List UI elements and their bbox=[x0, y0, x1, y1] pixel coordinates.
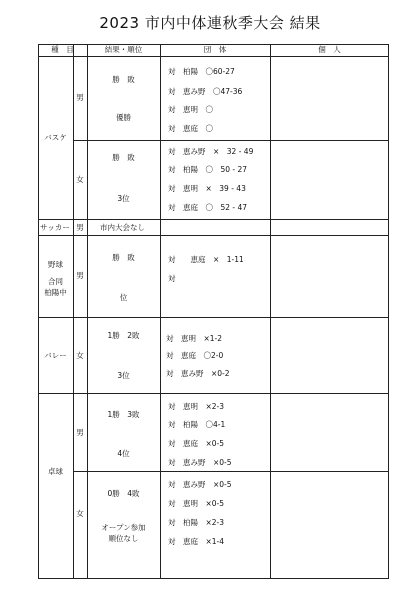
header-event: 種 目 bbox=[51, 45, 74, 54]
team-match: 対 恵み野 ×0-5 bbox=[168, 458, 232, 467]
result-note: 市内大会なし bbox=[100, 223, 145, 232]
team-match: 対 柏陽 ×2-3 bbox=[168, 518, 225, 527]
team-match: 対 恵み野 ×0-2 bbox=[166, 369, 230, 378]
win-loss-record: 1勝 2敗 bbox=[107, 331, 140, 340]
page-title: 2023 市内中体連秋季大会 結果 bbox=[99, 14, 321, 32]
placement: 3位 bbox=[117, 194, 130, 203]
team-match: 対 恵庭 〇 bbox=[168, 124, 213, 133]
combined-team-school: 柏陽中 bbox=[44, 288, 67, 297]
team-match: 対 恵み野 × 32 - 49 bbox=[168, 147, 254, 156]
placement: 位 bbox=[119, 293, 128, 302]
team-match: 対 柏陽 〇4-1 bbox=[168, 420, 226, 429]
gender-girls: 女 bbox=[76, 351, 84, 360]
placement-note: オープン参加 bbox=[101, 523, 146, 532]
team-match: 対 恵明 ×0-5 bbox=[168, 499, 225, 508]
combined-team-note: 合同 bbox=[48, 277, 63, 286]
win-loss-record: 勝 敗 bbox=[112, 75, 135, 84]
gender-boys: 男 bbox=[76, 271, 84, 280]
row-divider bbox=[38, 219, 389, 220]
gender-girls: 女 bbox=[76, 509, 84, 518]
col-divider bbox=[87, 44, 88, 579]
team-match: 対 恵庭 ×1-4 bbox=[168, 537, 225, 546]
header-result: 結果・順位 bbox=[104, 45, 143, 54]
row-divider bbox=[38, 317, 389, 318]
sport-basketball: バスケ bbox=[44, 133, 67, 142]
team-match: 対 恵み野 〇47-36 bbox=[168, 87, 243, 96]
col-divider bbox=[270, 44, 271, 579]
placement: 優勝 bbox=[116, 113, 131, 122]
team-match: 対 柏陽 〇60-27 bbox=[168, 67, 235, 76]
team-match: 対 恵明 ×1-2 bbox=[166, 334, 223, 343]
row-divider bbox=[38, 393, 389, 394]
team-match: 対 恵庭 ×0-5 bbox=[168, 439, 225, 448]
win-loss-record: 勝 敗 bbox=[112, 153, 135, 162]
team-match: 対 恵明 〇 bbox=[168, 105, 213, 114]
team-match: 対 恵庭 × 1-11 bbox=[168, 255, 244, 264]
team-match: 対 柏陽 〇 50 - 27 bbox=[168, 165, 248, 174]
col-divider bbox=[73, 44, 74, 579]
header-team: 団 体 bbox=[203, 45, 227, 54]
team-match: 対 恵庭 〇2-0 bbox=[166, 351, 224, 360]
gender-boys: 男 bbox=[76, 93, 84, 102]
win-loss-record: 勝 敗 bbox=[112, 253, 135, 262]
sport-table-tennis: 卓球 bbox=[48, 467, 63, 476]
sport-baseball: 野球 bbox=[48, 260, 63, 269]
team-match: 対 恵庭 〇 52 - 47 bbox=[168, 203, 248, 212]
team-match: 対 恵み野 ×0-5 bbox=[168, 480, 232, 489]
team-match: 対 bbox=[168, 274, 176, 283]
sport-volleyball: バレー bbox=[44, 351, 67, 360]
row-divider bbox=[38, 56, 389, 57]
placement: 4位 bbox=[117, 449, 130, 458]
placement: 3位 bbox=[117, 371, 130, 380]
col-divider bbox=[160, 44, 161, 579]
team-match: 対 恵明 × 39 - 43 bbox=[168, 184, 246, 193]
row-divider bbox=[73, 140, 389, 141]
gender-boys: 男 bbox=[76, 428, 84, 437]
gender-girls: 女 bbox=[76, 175, 84, 184]
row-divider bbox=[38, 235, 389, 236]
team-match: 対 恵明 ×2-3 bbox=[168, 402, 225, 411]
row-divider bbox=[73, 471, 389, 472]
win-loss-record: 0勝 4敗 bbox=[107, 489, 140, 498]
win-loss-record: 1勝 3敗 bbox=[107, 410, 140, 419]
sport-soccer: サッカー bbox=[40, 223, 70, 232]
placement-note: 順位なし bbox=[108, 534, 139, 543]
gender-boys: 男 bbox=[76, 223, 84, 232]
header-individual: 個 人 bbox=[318, 45, 341, 54]
